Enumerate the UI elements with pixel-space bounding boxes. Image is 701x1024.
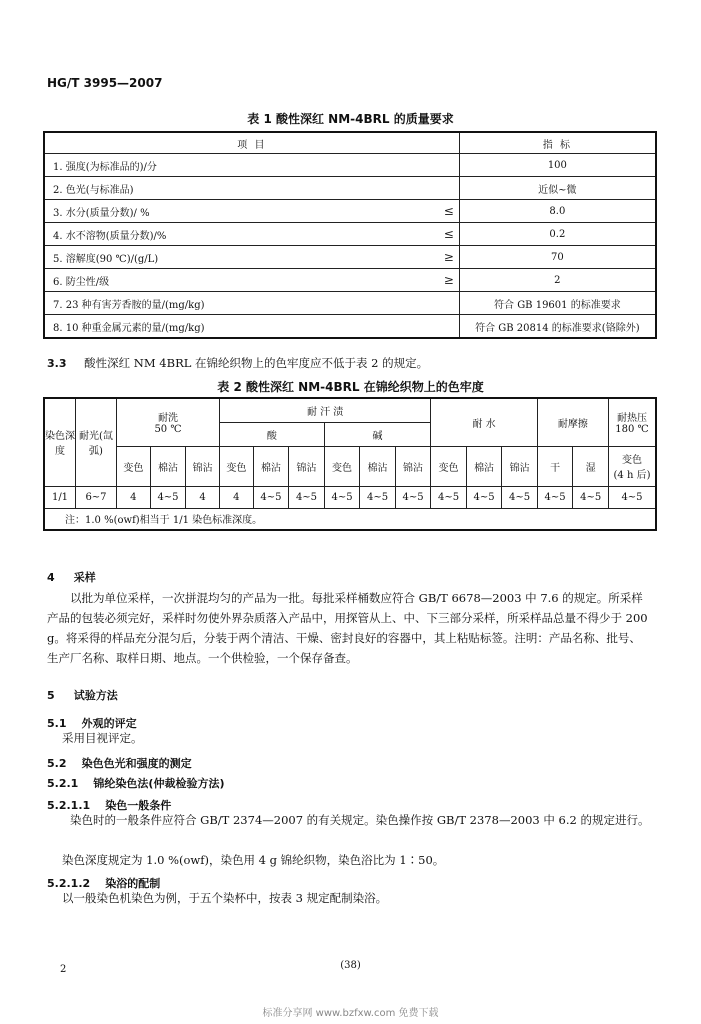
row-item: 4. 水不溶物(质量分数)/% xyxy=(44,223,439,246)
table-note: 注：1.0 %(owf)相当于 1/1 染色标准深度。 xyxy=(44,508,656,530)
table-cell: 1/1 xyxy=(44,486,76,508)
header-water: 耐 水 xyxy=(431,398,538,446)
header-wash xyxy=(117,398,220,446)
row-item: 2. 色光(与标准品) xyxy=(44,177,439,200)
page-number: 2 xyxy=(60,964,67,975)
table2-caption: 表 2 酸性深红 NM-4BRL 在锦纶织物上的色牢度 xyxy=(217,380,484,394)
row-value: 符合 GB 20814 的标准要求(铬除外) xyxy=(459,315,656,339)
row-value: 2 xyxy=(459,269,656,292)
watermark: 标准分享网 www.bzfxw.com 免费下载 xyxy=(262,1008,439,1019)
row-item: 6. 防尘性/级 xyxy=(44,269,439,292)
header-light: 耐光(氙弧) xyxy=(76,398,117,486)
section-4-heading xyxy=(47,566,96,585)
section-title: 试验方法 xyxy=(73,689,118,702)
header-alkali: 碱 xyxy=(324,422,431,446)
section-3-3 xyxy=(47,355,428,371)
row-value: 70 xyxy=(459,246,656,269)
table-cell: 4~5 xyxy=(360,486,396,508)
section-number: 5.2.1.2 xyxy=(47,877,91,890)
quality-requirements-table xyxy=(43,131,657,339)
row-value: 近似~微 xyxy=(459,177,656,200)
sub-change: 变色 xyxy=(117,446,151,486)
sub-change: 变色 xyxy=(431,446,467,486)
table-cell: 4~5 xyxy=(150,486,186,508)
row-value: 8.0 xyxy=(459,200,656,223)
section-5-2-1-1-text1: 染色时的一般条件应符合 GB/T 2374—2007 的有关规定。染色操作按 GB/T 2378—2003 中 6.2 的规定进行。 xyxy=(70,813,650,827)
row-item: 1. 强度(为标准品的)/分 xyxy=(44,154,439,177)
table-cell: 4~5 xyxy=(466,486,502,508)
table-cell: 4~5 xyxy=(537,486,573,508)
table-row xyxy=(44,486,656,508)
header-acid: 酸 xyxy=(219,422,324,446)
sub-change-4h xyxy=(609,446,657,486)
header-wash-label: 耐洗 xyxy=(157,413,178,425)
table-header-row xyxy=(44,132,656,154)
table-row xyxy=(44,177,656,200)
row-value: 0.2 xyxy=(459,223,656,246)
table-cell: 4 xyxy=(117,486,151,508)
row-operator: ≤ xyxy=(439,223,460,246)
row-value: 符合 GB 19601 的标准要求 xyxy=(459,292,656,315)
row-operator xyxy=(439,154,460,177)
table-row xyxy=(44,315,656,339)
section-title: 外观的评定 xyxy=(81,717,137,730)
row-operator: ≤ xyxy=(439,200,460,223)
section-number: 5.1 xyxy=(47,717,67,730)
page-number-center: (38) xyxy=(340,960,361,971)
section-number: 5.2 xyxy=(47,757,67,770)
row-operator: ≥ xyxy=(439,269,460,292)
table-row xyxy=(44,292,656,315)
sub-change: 变色 xyxy=(324,446,360,486)
section-5-2-1-2-text: 以一般染色机染色为例，于五个染杯中，按表 3 规定配制染浴。 xyxy=(62,891,388,905)
header-wash-temp: 50 ℃ xyxy=(154,424,182,436)
section-title: 染色一般条件 xyxy=(105,799,172,812)
table-cell: 4 xyxy=(186,486,220,508)
header-sweat: 耐 汗 渍 xyxy=(219,398,430,422)
color-fastness-table xyxy=(43,397,657,531)
column-header-value: 指 标 xyxy=(459,132,656,154)
table-row xyxy=(44,269,656,292)
row-item: 5. 溶解度(90 ℃)/(g/L) xyxy=(44,246,439,269)
row-item: 7. 23 种有害芳香胺的量/(mg/kg) xyxy=(44,292,439,315)
section-number: 4 xyxy=(47,571,55,584)
row-operator xyxy=(439,315,460,339)
sub-4h: (4 h 后) xyxy=(613,470,651,481)
section-text: 酸性深红 NM 4BRL 在锦纶织物上的色牢度应不低于表 2 的规定。 xyxy=(84,356,429,370)
section-number: 3.3 xyxy=(47,357,67,370)
row-value: 100 xyxy=(459,154,656,177)
header-depth: 染色深度 xyxy=(44,398,76,486)
section-5-2-1-1-text2: 染色深度规定为 1.0 %(owf)，染色用 4 g 锦纶织物，染色浴比为 1∶50。 xyxy=(62,853,445,867)
section-number: 5.2.1.1 xyxy=(47,799,91,812)
section-number: 5.2.1 xyxy=(47,777,79,790)
section-4-paragraph: 以批为单位采样，一次拼混均匀的产品为一批。每批采样桶数应符合 GB/T 6678—2003 中 7.6 的规定。所采样产品的包装必须完好，采样时勿使外界杂质落入产品中，用探管从上、中、下三部分采样，所采样品总量不得少于 200 g。将采得的样品充分混匀后，分装于两个清洁、干燥、密封良好的容器中，其上粘贴标签。注明：产品名称、批号、生产厂名称、取样日期、地点。一个供检验，一个保存备查。 xyxy=(47,591,648,665)
row-item: 3. 水分(质量分数)/ % xyxy=(44,200,439,223)
standard-number: HG/T 3995—2007 xyxy=(47,76,163,90)
table-row xyxy=(44,154,656,177)
sub-cotton: 棉沾 xyxy=(253,446,289,486)
section-title: 锦纶染色法(仲裁检验方法) xyxy=(93,777,225,790)
column-header-item: 项 目 xyxy=(44,132,459,154)
header-heat xyxy=(609,398,657,446)
sub-change: 变色 xyxy=(219,446,253,486)
table-row xyxy=(44,200,656,223)
sub-cotton: 棉沾 xyxy=(466,446,502,486)
section-5-2-heading xyxy=(47,752,192,771)
table-cell: 4 xyxy=(219,486,253,508)
sub-nylon: 锦沾 xyxy=(395,446,431,486)
sub-nylon: 锦沾 xyxy=(289,446,325,486)
section-5-2-1-heading xyxy=(47,772,224,791)
header-heat-temp: 180 ℃ xyxy=(615,424,649,436)
section-number: 5 xyxy=(47,689,55,702)
sub-cotton: 棉沾 xyxy=(360,446,396,486)
table-cell: 4~5 xyxy=(324,486,360,508)
table-cell: 4~5 xyxy=(502,486,538,508)
sub-dry: 干 xyxy=(537,446,573,486)
table-row xyxy=(44,223,656,246)
section-title: 染色色光和强度的测定 xyxy=(81,757,192,770)
table-cell: 4~5 xyxy=(395,486,431,508)
header-rub: 耐摩擦 xyxy=(537,398,608,446)
row-operator xyxy=(439,292,460,315)
table-cell: 4~5 xyxy=(573,486,609,508)
section-5-heading xyxy=(47,684,118,703)
sub-change-4h-label: 变色 xyxy=(622,455,642,466)
table-row xyxy=(44,246,656,269)
table1-caption: 表 1 酸性深红 NM-4BRL 的质量要求 xyxy=(247,112,454,126)
table-cell: 4~5 xyxy=(253,486,289,508)
sub-nylon: 锦沾 xyxy=(502,446,538,486)
sub-wet: 湿 xyxy=(573,446,609,486)
row-item: 8. 10 种重金属元素的量/(mg/kg) xyxy=(44,315,439,339)
header-heat-label: 耐热压 xyxy=(617,413,647,425)
table-cell: 6~7 xyxy=(76,486,117,508)
section-5-1-text: 采用目视评定。 xyxy=(62,731,143,745)
sub-cotton: 棉沾 xyxy=(150,446,186,486)
section-title: 染浴的配制 xyxy=(105,877,161,890)
table-cell: 4~5 xyxy=(289,486,325,508)
table-cell: 4~5 xyxy=(609,486,657,508)
sub-nylon: 锦沾 xyxy=(186,446,220,486)
table-cell: 4~5 xyxy=(431,486,467,508)
row-operator xyxy=(439,177,460,200)
row-operator: ≥ xyxy=(439,246,460,269)
section-title: 采样 xyxy=(73,571,96,584)
